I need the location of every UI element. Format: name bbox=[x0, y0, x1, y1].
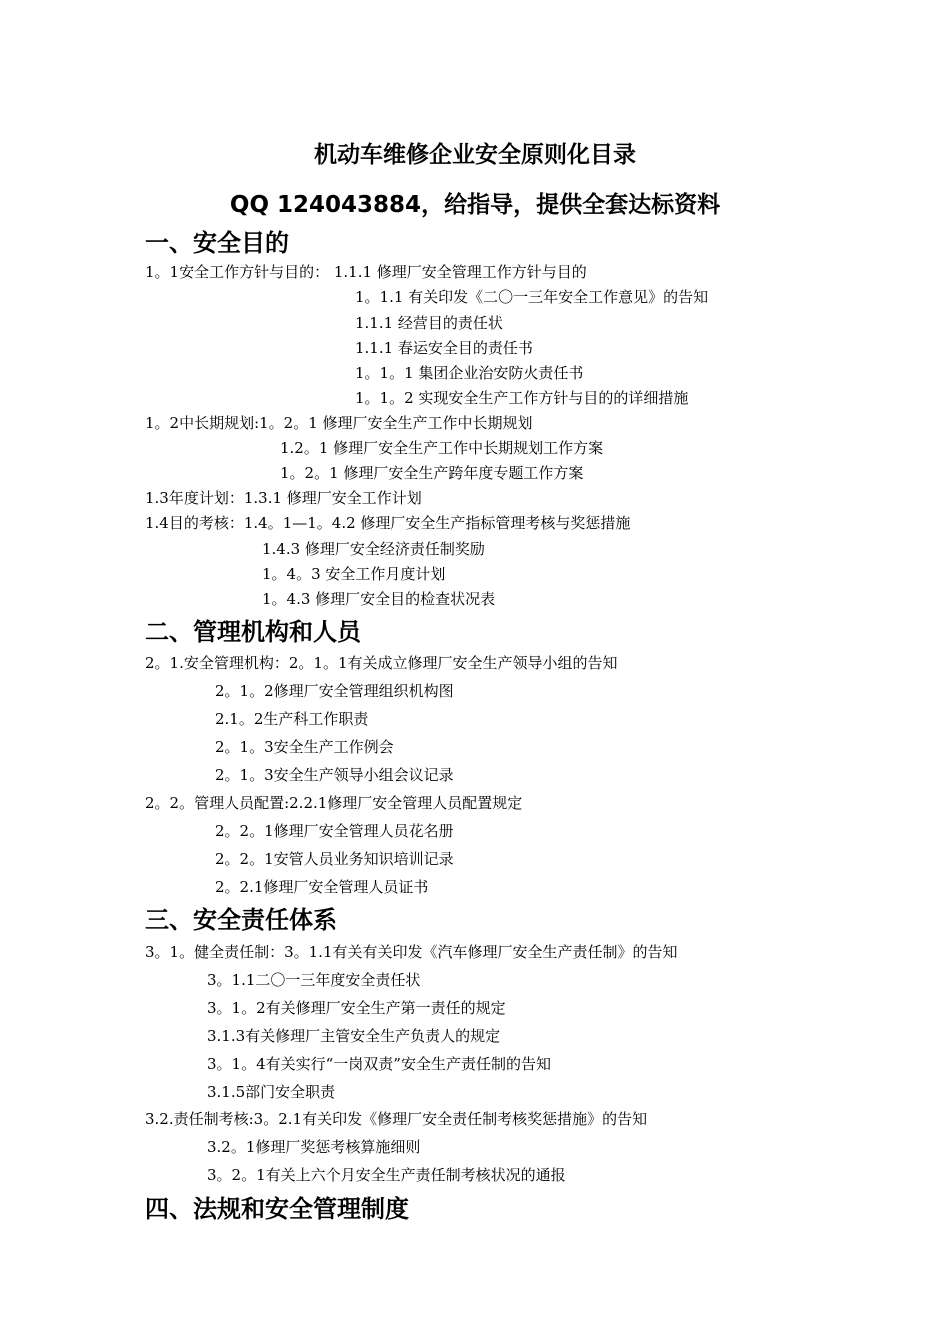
toc-line: 3.2.责任制考核:3。2.1有关印发《修理厂安全责任制考核奖惩措施》的告知 bbox=[145, 1110, 648, 1128]
toc-line: 3。1。健全责任制：3。1.1有关有关印发《汽车修理厂安全生产责任制》的告知 bbox=[145, 943, 678, 961]
toc-line: 3.1.5部门安全职责 bbox=[207, 1083, 336, 1101]
section-heading-3: 三、安全责任体系 bbox=[145, 906, 337, 934]
toc-line: 1.1.1 春运安全目的责任书 bbox=[355, 339, 533, 357]
toc-line: 2。1.安全管理机构：2。1。1有关成立修理厂安全生产领导小组的告知 bbox=[145, 654, 618, 672]
toc-line: 1.4.3 修理厂安全经济责任制奖励 bbox=[262, 540, 485, 558]
toc-line: 2.1。2生产科工作职责 bbox=[215, 710, 369, 728]
toc-line: 3.1.3有关修理厂主管安全生产负责人的规定 bbox=[207, 1027, 501, 1045]
toc-line: 1。1.1 有关印发《二〇一三年安全工作意见》的告知 bbox=[355, 288, 709, 306]
toc-line: 2。2。管理人员配置:2.2.1修理厂安全管理人员配置规定 bbox=[145, 794, 523, 812]
document-subtitle: QQ 124043884，给指导，提供全套达标资料 bbox=[229, 192, 721, 218]
toc-line: 1.2。1 修理厂安全生产工作中长期规划工作方案 bbox=[280, 439, 604, 457]
section-heading-4: 四、法规和安全管理制度 bbox=[145, 1195, 409, 1223]
toc-line: 2。2.1修理厂安全管理人员证书 bbox=[215, 878, 429, 896]
toc-line: 1。2中长期规划:1。2。1 修理厂安全生产工作中长期规划 bbox=[145, 414, 533, 432]
toc-line: 2。2。1修理厂安全管理人员花名册 bbox=[215, 822, 454, 840]
document-title: 机动车维修企业安全原则化目录 bbox=[314, 142, 636, 168]
toc-line: 2。1。3安全生产领导小组会议记录 bbox=[215, 766, 454, 784]
toc-line: 1.3年度计划：1.3.1 修理厂安全工作计划 bbox=[145, 489, 422, 507]
toc-line: 1。1安全工作方针与目的： 1.1.1 修理厂安全管理工作方针与目的 bbox=[145, 263, 587, 281]
toc-line: 1。1。1 集团企业治安防火责任书 bbox=[355, 364, 584, 382]
toc-line: 1。2。1 修理厂安全生产跨年度专题工作方案 bbox=[280, 464, 584, 482]
toc-line: 1.1.1 经营目的责任状 bbox=[355, 314, 503, 332]
toc-line: 2。2。1安管人员业务知识培训记录 bbox=[215, 850, 454, 868]
toc-line: 3。2。1有关上六个月安全生产责任制考核状况的通报 bbox=[207, 1166, 566, 1184]
toc-line: 3。1。4有关实行“一岗双责”安全生产责任制的告知 bbox=[207, 1055, 551, 1073]
toc-line: 1。4.3 修理厂安全目的检查状况表 bbox=[262, 590, 496, 608]
section-heading-2: 二、管理机构和人员 bbox=[145, 618, 361, 646]
toc-line: 3.2。1修理厂奖惩考核算施细则 bbox=[207, 1138, 421, 1156]
toc-line: 1。4。3 安全工作月度计划 bbox=[262, 565, 446, 583]
toc-line: 1.4目的考核：1.4。1—1。4.2 修理厂安全生产指标管理考核与奖惩措施 bbox=[145, 514, 631, 532]
toc-line: 2。1。2修理厂安全管理组织机构图 bbox=[215, 682, 454, 700]
toc-line: 1。1。2 实现安全生产工作方针与目的的详细措施 bbox=[355, 389, 689, 407]
toc-line: 2。1。3安全生产工作例会 bbox=[215, 738, 394, 756]
toc-line: 3。1.1二〇一三年度安全责任状 bbox=[207, 971, 421, 989]
toc-line: 3。1。2有关修理厂安全生产第一责任的规定 bbox=[207, 999, 506, 1017]
section-heading-1: 一、安全目的 bbox=[145, 229, 289, 257]
